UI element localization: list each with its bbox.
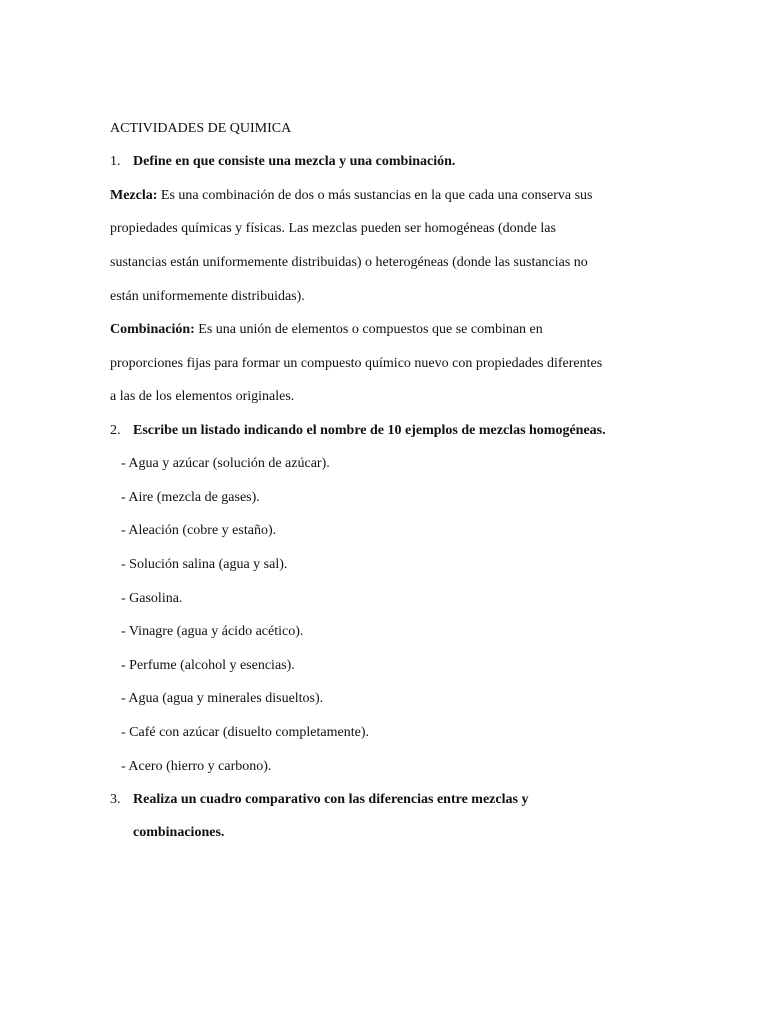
combinacion-paragraph-line-1 xyxy=(110,321,543,339)
combinacion-paragraph-line-3: a las de los elementos originales. xyxy=(110,389,295,404)
list-item: - Agua y azúcar (solución de azúcar). xyxy=(121,456,330,471)
list-item: - Perfume (alcohol y esencias). xyxy=(121,658,295,673)
list-item: - Vinagre (agua y ácido acético). xyxy=(121,624,304,639)
mezcla-paragraph-line-2: propiedades químicas y físicas. Las mezclas pueden ser homogéneas (donde las xyxy=(110,221,556,236)
list-item: - Aire (mezcla de gases). xyxy=(121,490,260,505)
question-3-number: 3. xyxy=(110,792,121,807)
list-item: - Café con azúcar (disuelto completamente). xyxy=(121,725,369,740)
combinacion-paragraph-line-2: proporciones fijas para formar un compuesto químico nuevo con propiedades diferentes xyxy=(110,356,603,371)
question-3-text-line-1: Realiza un cuadro comparativo con las diferencias entre mezclas y xyxy=(133,792,529,807)
list-item: - Solución salina (agua y sal). xyxy=(121,557,288,572)
question-1-text: Define en que consiste una mezcla y una combinación. xyxy=(133,154,456,169)
list-item: - Gasolina. xyxy=(121,591,183,606)
mezcla-paragraph-line-1 xyxy=(110,187,592,205)
mezcla-paragraph-line-4: están uniformemente distribuidas). xyxy=(110,289,305,304)
question-2-text: Escribe un listado indicando el nombre de 10 ejemplos de mezclas homogéneas. xyxy=(133,423,606,438)
combinacion-term: Combinación: xyxy=(110,322,195,337)
mezcla-paragraph-line-3: sustancias están uniformemente distribuidas) o heterogéneas (donde las sustancias no xyxy=(110,255,588,270)
mezcla-term: Mezcla: xyxy=(110,188,158,203)
question-1 xyxy=(110,153,455,171)
question-3-text-line-2: combinaciones. xyxy=(133,825,225,840)
combinacion-text: Es una unión de elementos o compuestos que se combinan en xyxy=(194,322,543,337)
list-item: - Acero (hierro y carbono). xyxy=(121,759,272,774)
document-title: ACTIVIDADES DE QUIMICA xyxy=(110,121,292,136)
question-1-number: 1. xyxy=(110,154,121,169)
list-item: - Agua (agua y minerales disueltos). xyxy=(121,691,324,706)
list-item: - Aleación (cobre y estaño). xyxy=(121,523,277,538)
question-2 xyxy=(110,422,606,440)
mezcla-text: Es una combinación de dos o más sustancias en la que cada una conserva sus xyxy=(157,188,593,203)
question-3 xyxy=(110,791,528,809)
question-2-number: 2. xyxy=(110,423,121,438)
